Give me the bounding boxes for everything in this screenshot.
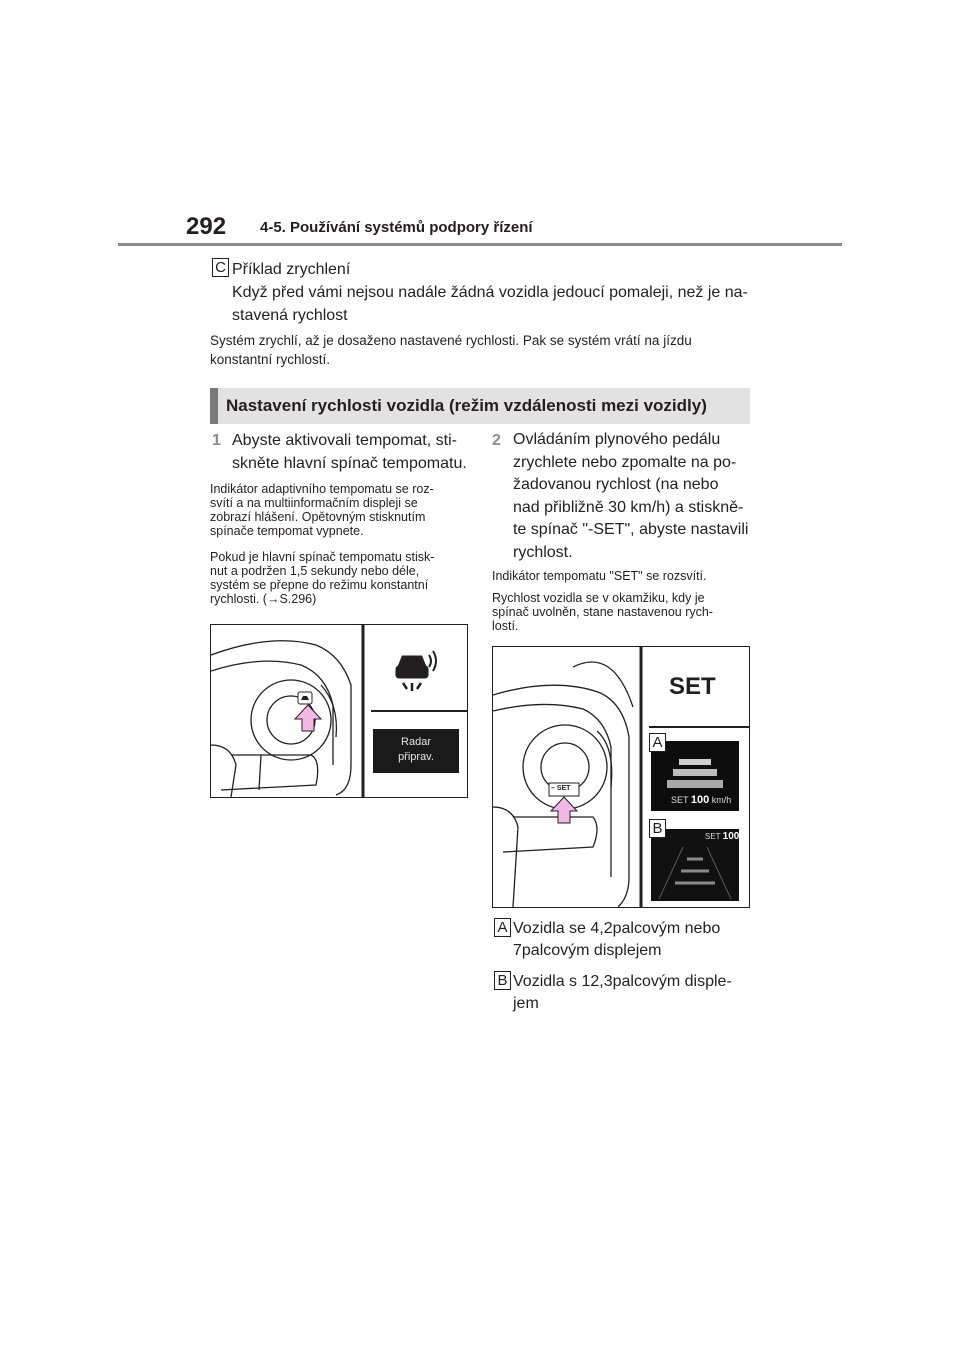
step-1-note-1-l4: spínače tempomat vypnete. xyxy=(210,524,364,538)
steering-wheel-illustration-1 xyxy=(211,625,467,797)
step-2-num: 2 xyxy=(492,432,501,449)
section-title: Nastavení rychlosti vozidla (režim vzdálenosti mezi vozidly) xyxy=(226,396,707,415)
step-1-num: 1 xyxy=(212,432,221,449)
step-1-note-2-l1: Pokud je hlavní spínač tempomatu stisk- xyxy=(210,550,435,564)
arrow-pointer-2 xyxy=(551,797,577,823)
step-1-note-2-l4: rychlosti. (→S.296) xyxy=(210,592,317,606)
step-2-line-1: Ovládáním plynového pedálu xyxy=(513,431,721,448)
step-2-line-4: nad přibližně 30 km/h) a stiskně- xyxy=(513,498,744,516)
display-line-2: připrav. xyxy=(398,751,434,763)
step-1-line-2: skněte hlavní spínač tempomatu. xyxy=(232,455,467,472)
step-2-note-2 xyxy=(492,591,713,633)
arrow-pointer xyxy=(295,705,321,731)
tag-a-figure xyxy=(649,733,666,752)
display-a-prefix: SET xyxy=(671,795,689,805)
figure-steering-switch-2 xyxy=(492,646,750,908)
display-text xyxy=(373,735,459,765)
step-2-text xyxy=(513,429,748,564)
legend-tag-b: B xyxy=(494,971,511,990)
example-c-note xyxy=(210,331,692,369)
set-indicator: SET xyxy=(669,673,716,700)
step-2-line-3: žadovanou rychlost (na nebo xyxy=(513,476,719,493)
step-1-note-1-l1: Indikátor adaptivního tempomatu se roz- xyxy=(210,482,434,496)
display-a-readout xyxy=(671,794,731,806)
example-c-desc-1: Když před vámi nejsou nadále žádná vozidla jedoucí pomaleji, než je na- xyxy=(232,284,748,301)
example-c-desc-2: stavená rychlost xyxy=(232,307,348,324)
switch-label: – SET xyxy=(551,785,571,792)
step-1-note-2-l3: systém se přepne do režimu konstantní xyxy=(210,578,429,592)
legend-a xyxy=(513,918,720,962)
step-2-line-5: te spínač "-SET", abyste nastavili xyxy=(513,521,749,538)
legend-b-tag xyxy=(494,971,511,990)
step-1-line-1: Abyste aktivovali tempomat, sti- xyxy=(232,432,457,449)
legend-a-line-2: 7palcovým displejem xyxy=(513,942,662,959)
section-header xyxy=(210,388,750,424)
step-2-line-2: zrychlete nebo zpomalte na po- xyxy=(513,453,737,471)
tag-b: B xyxy=(649,819,666,838)
page-number: 292 xyxy=(186,213,227,240)
example-c-tag xyxy=(212,258,229,277)
step-1-note-1 xyxy=(210,482,434,538)
legend-b xyxy=(513,971,732,1015)
step-2-note-1: Indikátor tempomatu "SET" se rozsvítí. xyxy=(492,569,707,583)
step-1-note-2 xyxy=(210,550,434,606)
step-2-line-6: rychlost. xyxy=(513,543,573,561)
radar-cruise-icon xyxy=(397,651,436,691)
display-a-unit: km/h xyxy=(711,795,732,805)
display-b-readout xyxy=(705,831,739,842)
step-2-note-2-l2: spínač uvolněn, stane nastavenou rych- xyxy=(492,605,713,619)
display-line-1: Radar xyxy=(401,736,431,748)
tag-c: C xyxy=(212,258,229,277)
display-a-speed: 100 xyxy=(690,794,710,806)
step-1-number xyxy=(212,429,221,452)
legend-b-line-2: jem xyxy=(513,995,539,1012)
legend-a-tag xyxy=(494,918,511,937)
step-1-note-1-l3: zobrazí hlášení. Opětovným stisknutím xyxy=(210,510,426,524)
legend-tag-a: A xyxy=(494,918,511,937)
header-rule xyxy=(118,243,842,246)
tag-b-figure xyxy=(649,819,666,838)
step-2-note-2-l3: lostí. xyxy=(492,619,519,633)
tag-a: A xyxy=(649,733,666,752)
figure-steering-switch-1 xyxy=(210,624,468,798)
display-b-prefix: SET xyxy=(705,832,721,841)
chapter-title: 4-5. Používání systémů podpory řízení xyxy=(260,219,533,236)
small-radar-icon xyxy=(298,692,312,704)
display-b-speed: 100 xyxy=(722,831,740,842)
step-2-number xyxy=(492,429,501,452)
example-c-note-1: Systém zrychlí, až je dosaženo nastavené rychlosti. Pak se systém vrátí na jízdu xyxy=(210,333,692,348)
legend-b-line-1: Vozidla s 12,3palcovým disple- xyxy=(513,973,732,990)
step-1-note-1-l2: svítí a na multiinformačním displeji se xyxy=(210,496,418,510)
section-accent xyxy=(210,388,218,424)
example-c-note-2: konstantní rychlostí. xyxy=(210,352,331,367)
legend-a-line-1: Vozidla se 4,2palcovým nebo xyxy=(513,920,721,937)
example-c-title: Příklad zrychlení xyxy=(232,261,351,278)
step-1-note-2-l2: nut a podržen 1,5 sekundy nebo déle, xyxy=(210,564,420,578)
step-2-note-2-l1: Rychlost vozidla se v okamžiku, kdy je xyxy=(492,591,705,605)
